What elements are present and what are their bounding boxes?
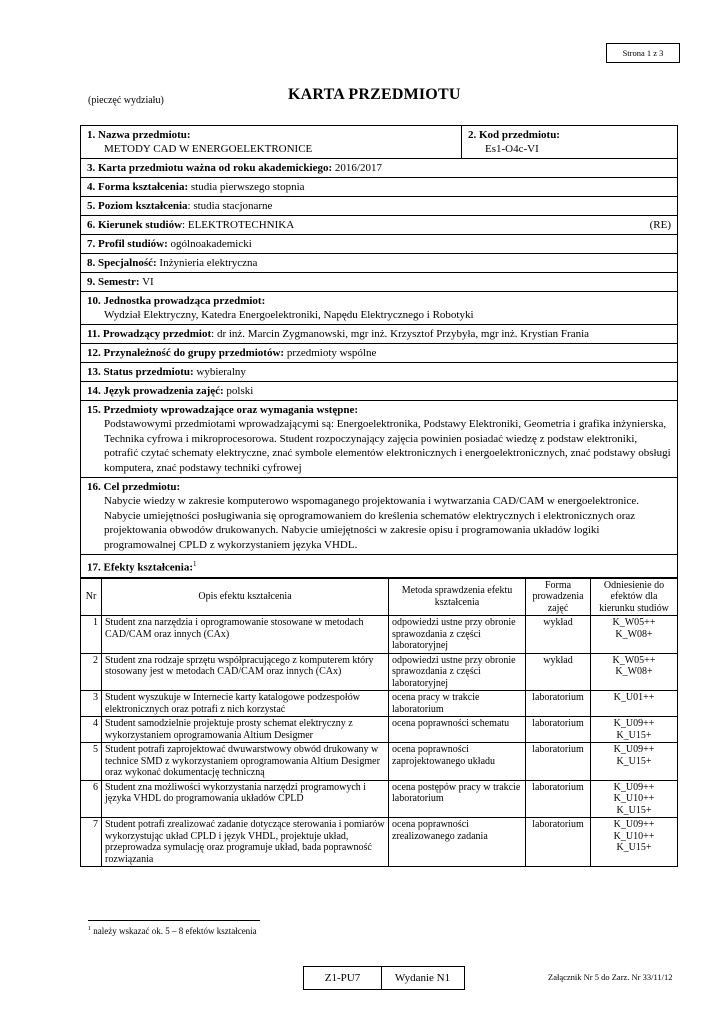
effect-description: Student wyszukuje w Internecie karty katalogowe podzespołów elektronicznych oraz potrafi z nich korzystać bbox=[102, 691, 389, 717]
effect-nr: 7 bbox=[81, 818, 102, 867]
row-lecturers bbox=[81, 325, 677, 344]
effect-method: odpowiedzi ustne przy obronie sprawozdania z części laboratoryjnej bbox=[389, 653, 526, 691]
row-education-form bbox=[81, 178, 677, 197]
effects-table bbox=[81, 578, 677, 867]
course-code-value: Es1-O4c-VI bbox=[485, 143, 539, 155]
effect-form: laboratorium bbox=[526, 780, 591, 818]
effect-reference: K_U09++ K_U15+ bbox=[591, 743, 678, 781]
effect-reference: K_U09++ K_U10++ K_U15+ bbox=[591, 780, 678, 818]
effect-method: ocena poprawności zrealizowanego zadania bbox=[389, 818, 526, 867]
course-name-value: METODY CAD W ENERGOELEKTRONICE bbox=[104, 143, 313, 155]
effect-form: wykład bbox=[526, 616, 591, 654]
table-row bbox=[81, 780, 677, 818]
effect-description: Student zna narzędzia i oprogramowanie stosowane w metodach CAD/CAM oraz innych (CAx) bbox=[102, 616, 389, 654]
prerequisites-label: 15. Przedmioty wprowadzające oraz wymagania wstępne: bbox=[87, 404, 359, 416]
footnote-number: 1 bbox=[88, 926, 91, 932]
effect-description: Student zna możliwości wykorzystania narzędzi programowych i języka VHDL do programowania układów CPLD bbox=[102, 780, 389, 818]
status-label: 13. Status przedmiotu: bbox=[87, 366, 194, 378]
edition: Wydanie N1 bbox=[381, 966, 465, 990]
effect-description: Student samodzielnie projektuje prosty schemat elektryczny z wykorzystaniem oprogramowania Altium Desigmer bbox=[102, 717, 389, 743]
row-effects-table bbox=[81, 578, 677, 867]
unit-value: Wydział Elektryczny, Katedra Energoelektroniki, Napędu Elektrycznego i Robotyki bbox=[104, 309, 474, 321]
effect-description: Student potrafi zrealizować zadanie dotyczące sterowania i pomiarów wykorzystując układ CPLD i język VHDL, projektuje układ, przeprowadza symulację oraz programuje układ, bada poprawność rozwiązania bbox=[102, 818, 389, 867]
field-of-study-value: : ELEKTROTECHNIKA bbox=[182, 219, 295, 231]
effect-form: laboratorium bbox=[526, 743, 591, 781]
row-status bbox=[81, 363, 677, 382]
specialty-value: Inżynieria elektryczna bbox=[159, 257, 258, 269]
footnote-text: należy wskazać ok. 5 – 8 efektów kształcenia bbox=[91, 926, 257, 936]
row-prerequisites bbox=[81, 401, 677, 478]
effect-nr: 6 bbox=[81, 780, 102, 818]
semester-value: VI bbox=[142, 276, 154, 288]
course-name-label: 1. Nazwa przedmiotu: bbox=[87, 129, 191, 141]
footnote-separator bbox=[88, 920, 260, 921]
field-of-study-label: 6. Kierunek studiów bbox=[87, 219, 183, 231]
table-row bbox=[81, 616, 677, 654]
row-name-code bbox=[81, 126, 677, 159]
row-education-level bbox=[81, 197, 677, 216]
row-language bbox=[81, 382, 677, 401]
valid-year-value: 2016/2017 bbox=[334, 162, 382, 174]
group-value: przedmioty wspólne bbox=[286, 347, 377, 359]
effect-method: ocena poprawności zaprojektowanego układu bbox=[389, 743, 526, 781]
field-of-study-code: (RE) bbox=[649, 219, 671, 231]
table-row bbox=[81, 653, 677, 691]
faculty-stamp-label: (pieczęć wydziału) bbox=[88, 95, 164, 106]
page-number: Strona 1 z 3 bbox=[606, 43, 680, 63]
status-value: wybieralny bbox=[196, 366, 246, 378]
effect-description: Student zna rodzaje sprzętu współpracującego z komputerem który stosowany jest w metodach CAD/CAM oraz innych (CAx) bbox=[102, 653, 389, 691]
row-profile bbox=[81, 235, 677, 254]
lecturers-label: 11. Prowadzący przedmiot bbox=[87, 328, 212, 340]
row-semester bbox=[81, 273, 677, 292]
row-unit bbox=[81, 292, 677, 325]
effect-method: ocena pracy w trakcie laboratorium bbox=[389, 691, 526, 717]
objective-value: Nabycie wiedzy w zakresie komputerowo wspomaganego projektowania i wytwarzania CAD/CAM w energoelektronice. Nabycie umiejętności posługiwania się oprogramowaniem do kreślenia schematów elektrycznych i elektronicznych oraz projektowania obwodów drukowanych. Nabycie umiejętności w zakresie opisu i programowania układów logiki programowalnej CPLD z wykorzystaniem języka VHDL. bbox=[104, 495, 639, 551]
effects-header-row bbox=[81, 578, 677, 616]
header-reference: Odniesienie do efektów dla kierunku studiów bbox=[591, 578, 678, 616]
footnote bbox=[88, 926, 257, 936]
doc-code: Z1-PU7 bbox=[303, 966, 382, 990]
effect-method: ocena poprawności schematu bbox=[389, 717, 526, 743]
effect-form: laboratorium bbox=[526, 717, 591, 743]
header-method: Metoda sprawdzenia efektu kształcenia bbox=[389, 578, 526, 616]
annex-note: Załącznik Nr 5 do Zarz. Nr 33/11/12 bbox=[548, 972, 673, 982]
effect-description: Student potrafi zaprojektować dwuwarstwowy obwód drukowany w technice SMD z wykorzystaniem oprogramowania Altium Desigmer oraz wykonać dokumentację techniczną bbox=[102, 743, 389, 781]
table-row bbox=[81, 691, 677, 717]
effect-reference: K_W05++ K_W08+ bbox=[591, 616, 678, 654]
effect-method: odpowiedzi ustne przy obronie sprawozdania z części laboratoryjnej bbox=[389, 616, 526, 654]
effect-reference: K_W05++ K_W08+ bbox=[591, 653, 678, 691]
group-label: 12. Przynależność do grupy przedmiotów: bbox=[87, 347, 285, 359]
effects-label: 17. Efekty kształcenia: bbox=[87, 561, 194, 574]
education-level-label: 5. Poziom kształcenia bbox=[87, 200, 188, 212]
header-nr: Nr bbox=[81, 578, 102, 616]
prerequisites-value: Podstawowymi przedmiotami wprowadzającymi są: Energoelektronika, Podstawy Elektroniki, Geometria i grafika inżynierska, Technika cyfrowa i mikroprocesorowa. Student rozpoczynający zajęcia powinien posiadać wiedzę z podstaw elektroniki, potrafić czytać schematy elektryczne, znać symbole elementów elektronicznych i energoelektronicznych, znać podstawy obsługi komputera, znać podstawy techniki cyfrowej bbox=[104, 418, 671, 474]
effects-body bbox=[81, 616, 677, 867]
education-level-value: : studia stacjonarne bbox=[187, 200, 273, 212]
language-label: 14. Język prowadzenia zajęć: bbox=[87, 385, 224, 397]
course-card-form bbox=[80, 125, 678, 867]
effect-form: laboratorium bbox=[526, 818, 591, 867]
unit-label: 10. Jednostka prowadząca przedmiot: bbox=[87, 295, 266, 307]
lecturers-value: : dr inż. Marcin Zygmanowski, mgr inż. Krzysztof Przybyła, mgr inż. Krystian Frania bbox=[211, 328, 590, 340]
education-form-value: studia pierwszego stopnia bbox=[190, 181, 305, 193]
course-code-label: 2. Kod przedmiotu: bbox=[468, 129, 560, 141]
table-row bbox=[81, 717, 677, 743]
row-valid-year bbox=[81, 159, 677, 178]
effect-reference: K_U01++ bbox=[591, 691, 678, 717]
row-group bbox=[81, 344, 677, 363]
row-effects-heading bbox=[81, 555, 677, 578]
effect-nr: 4 bbox=[81, 717, 102, 743]
objective-label: 16. Cel przedmiotu: bbox=[87, 481, 181, 493]
effect-method: ocena postępów pracy w trakcie laboratorium bbox=[389, 780, 526, 818]
effect-nr: 5 bbox=[81, 743, 102, 781]
effect-reference: K_U09++ K_U15+ bbox=[591, 717, 678, 743]
row-specialty bbox=[81, 254, 677, 273]
header-description: Opis efektu kształcenia bbox=[102, 578, 389, 616]
header-form: Forma prowadzenia zajęć bbox=[526, 578, 591, 616]
effect-reference: K_U09++ K_U10++ K_U15+ bbox=[591, 818, 678, 867]
semester-label: 9. Semestr: bbox=[87, 276, 140, 288]
row-objective bbox=[81, 478, 677, 555]
language-value: polski bbox=[226, 385, 254, 397]
table-row bbox=[81, 743, 677, 781]
effect-form: laboratorium bbox=[526, 691, 591, 717]
table-row bbox=[81, 818, 677, 867]
page-title: KARTA PRZEDMIOTU bbox=[288, 86, 461, 103]
effect-form: wykład bbox=[526, 653, 591, 691]
valid-year-label: 3. Karta przedmiotu ważna od roku akademickiego: bbox=[87, 162, 333, 174]
effect-nr: 3 bbox=[81, 691, 102, 717]
effect-nr: 1 bbox=[81, 616, 102, 654]
profile-label: 7. Profil studiów: bbox=[87, 238, 168, 250]
profile-value: ogólnoakademicki bbox=[170, 238, 252, 250]
specialty-label: 8. Specjalność: bbox=[87, 257, 157, 269]
education-form-label: 4. Forma kształcenia: bbox=[87, 181, 189, 193]
effect-nr: 2 bbox=[81, 653, 102, 691]
effects-footnote-ref: 1 bbox=[193, 560, 197, 568]
row-field-of-study bbox=[81, 216, 677, 235]
